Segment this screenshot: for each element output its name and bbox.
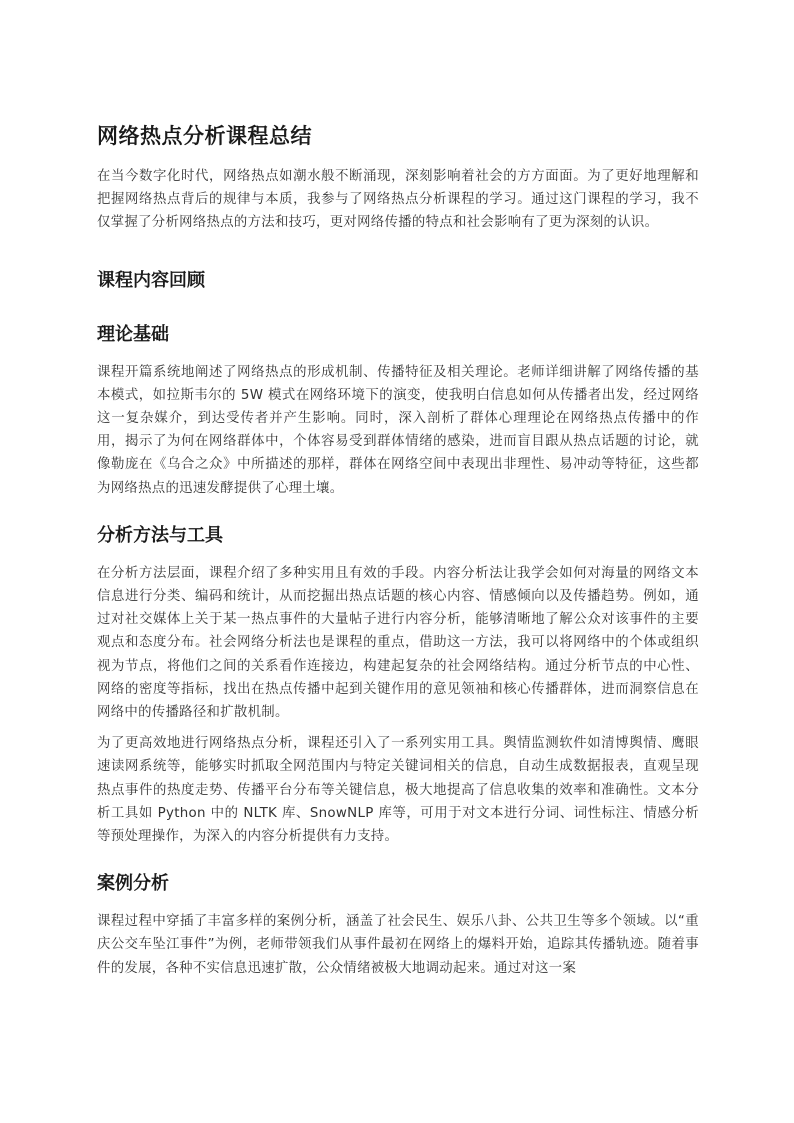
- paragraph-cases: 课程过程中穿插了丰富多样的案例分析，涵盖了社会民生、娱乐八卦、公共卫生等多个领域。以“重庆公交车坠江事件”为例，老师带领我们从事件最初在网络上的爆料开始，追踪其传播轨迹。随着事件的发展，各种不实信息迅速扩散，公众情绪被极大地调动起来。通过对这一案: [97, 914, 699, 976]
- subsection-title-theory: 理论基础: [97, 323, 169, 345]
- paragraph-theory: 课程开篇系统地阐述了网络热点的形成机制、传播特征及相关理论。老师详细讲解了网络传播的基本模式，如拉斯韦尔的 5W 模式在网络环境下的演变，使我明白信息如何从传播者出发，经过网络这一复杂媒介，到达受传者并产生影响。同时，深入剖析了群体心理理论在网络热点传播中的作用，揭示了为何在网络群体中，个体容易受到群体情绪的感染，进而盲目跟从热点话题的讨论，就像勒庞在《乌合之众》中所描述的那样，群体在网络空间中表现出非理性、易冲动等特征，这些都为网络热点的迅速发酵提供了心理土壤。: [97, 364, 699, 496]
- paragraph-methods-1: 在分析方法层面，课程介绍了多种实用且有效的手段。内容分析法让我学会如何对海量的网络文本信息进行分类、编码和统计，从而挖掘出热点话题的核心内容、情感倾向以及传播趋势。例如，通过对社交媒体上关于某一热点事件的大量帖子进行内容分析，能够清晰地了解公众对该事件的主要观点和态度分布。社会网络分析法也是课程的重点，借助这一方法，我可以将网络中的个体或组织视为节点，将他们之间的关系看作连接边，构建起复杂的社会网络结构。通过分析节点的中心性、网络的密度等指标，找出在热点传播中起到关键作用的意见领袖和核心传播群体，进而洞察信息在网络中的传播路径和扩散机制。: [97, 565, 699, 721]
- subsection-title-methods: 分析方法与工具: [97, 524, 223, 546]
- document-page: [97, 120, 699, 980]
- intro-paragraph: 在当今数字化时代，网络热点如潮水般不断涌现，深刻影响着社会的方方面面。为了更好地理解和把握网络热点背后的规律与本质，我参与了网络热点分析课程的学习。通过这门课程的学习，我不仅掌握了分析网络热点的方法和技巧，更对网络传播的特点和社会影响有了更为深刻的认识。: [97, 169, 699, 231]
- document-title: 网络热点分析课程总结: [97, 124, 312, 148]
- subsection-title-cases: 案例分析: [97, 873, 169, 895]
- paragraph-methods-2: 为了更高效地进行网络热点分析，课程还引入了一系列实用工具。舆情监测软件如清博舆情、鹰眼速读网系统等，能够实时抓取全网范围内与特定关键词相关的信息，自动生成数据报表，直观呈现热点事件的热度走势、传播平台分布等关键信息，极大地提高了信息收集的效率和准确性。文本分析工具如 Python 中的 NLTK 库、SnowNLP 库等，可用于对文本进行分词、词性标注、情感分析等预处理操作，为深入的内容分析提供有力支持。: [97, 736, 699, 845]
- section-title: 课程内容回顾: [97, 269, 205, 291]
